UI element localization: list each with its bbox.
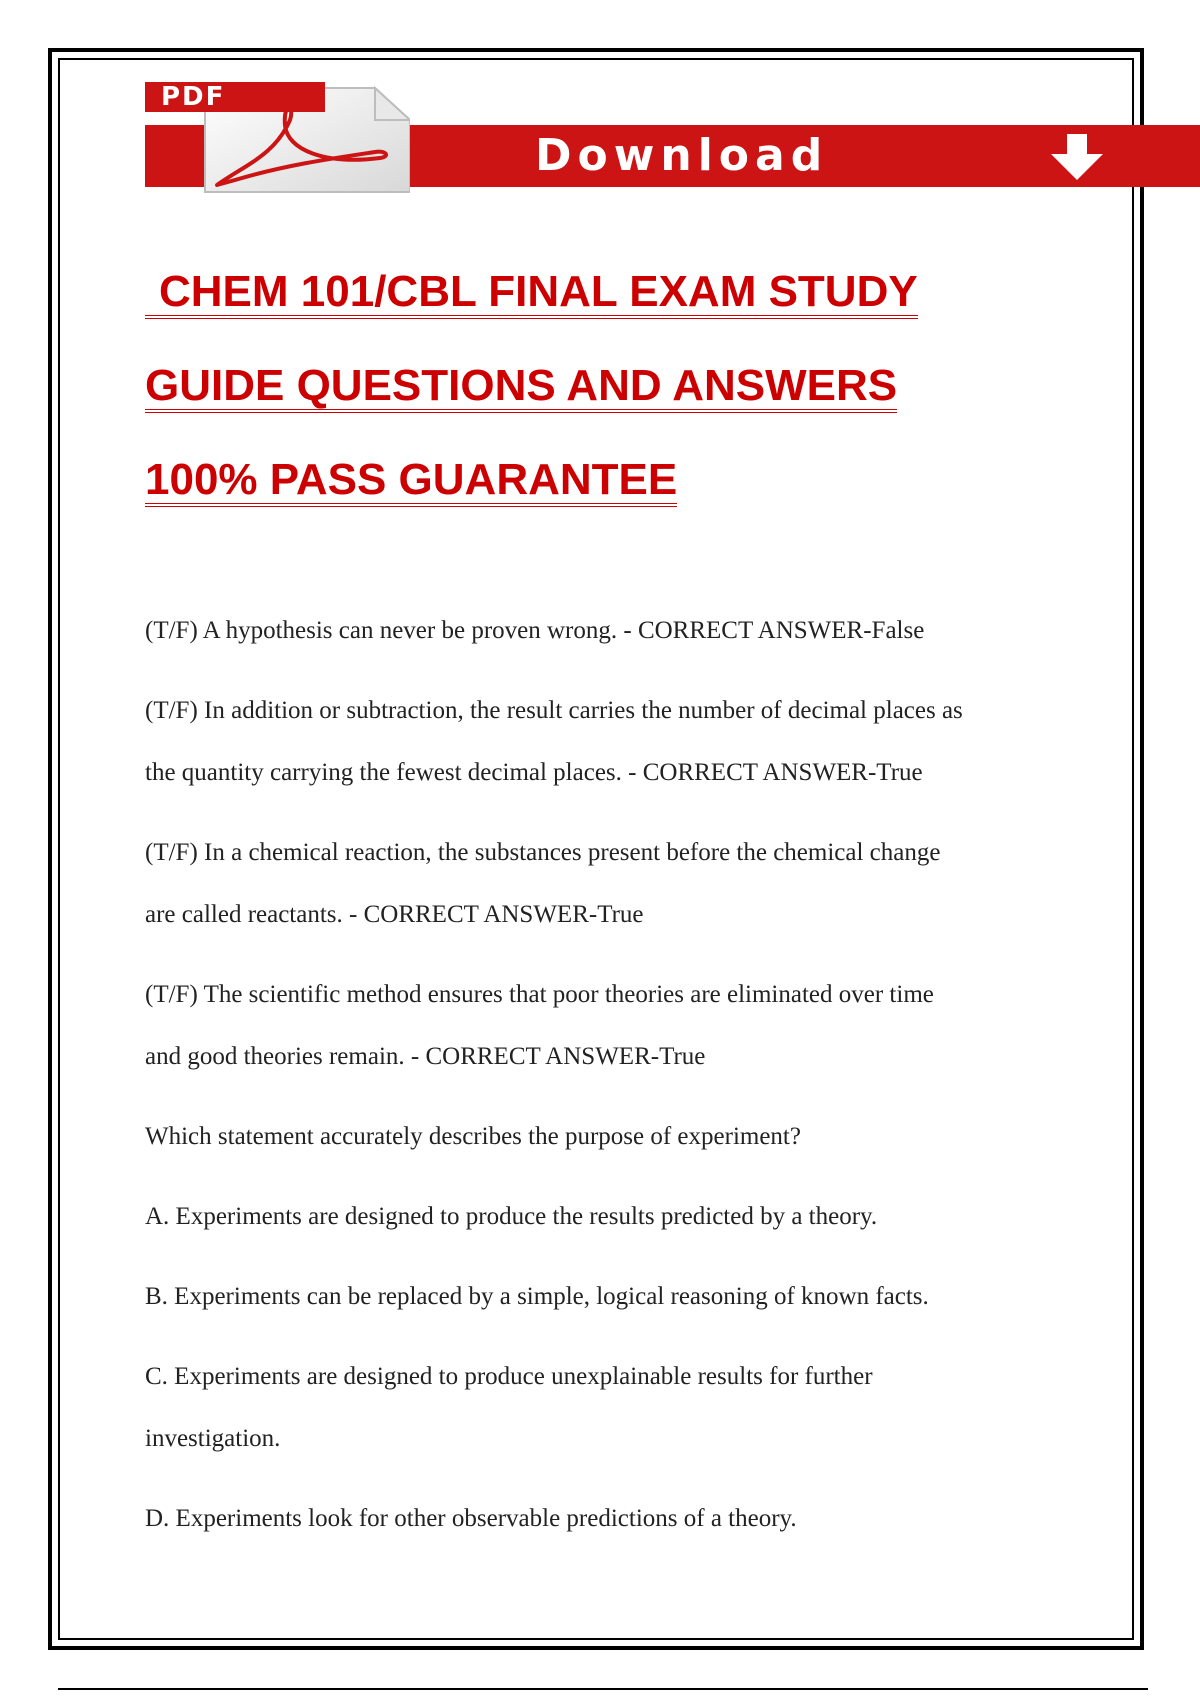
question-2 — [145, 680, 1065, 804]
question-text: (T/F) In addition or subtraction, the result carries the number of decimal places as — [145, 697, 963, 724]
question-text: are called reactants. - CORRECT ANSWER-True — [145, 901, 644, 928]
mcq-question — [145, 1106, 1065, 1168]
option-text: C. Experiments are designed to produce unexplainable results for further — [145, 1363, 873, 1390]
question-3 — [145, 822, 1065, 946]
arrow-down-icon[interactable] — [1047, 130, 1107, 184]
question-1 — [145, 600, 1065, 662]
mcq-option-b — [145, 1266, 1065, 1328]
download-label[interactable]: Download — [535, 130, 829, 181]
title-line-2: GUIDE QUESTIONS AND ANSWERS — [145, 339, 1045, 433]
study-guide-content — [145, 600, 1065, 1568]
option-text: investigation. — [145, 1425, 281, 1452]
question-text: (T/F) A hypothesis can never be proven wrong. - CORRECT ANSWER-False — [145, 617, 925, 644]
option-text: B. Experiments can be replaced by a simple, logical reasoning of known facts. — [145, 1283, 929, 1310]
pdf-download-banner[interactable] — [145, 80, 1200, 200]
document-title — [145, 245, 1045, 527]
bottom-rule — [58, 1688, 1148, 1690]
mcq-option-c — [145, 1346, 1065, 1470]
question-text: (T/F) In a chemical reaction, the substances present before the chemical change — [145, 839, 941, 866]
mcq-option-a — [145, 1186, 1065, 1248]
title-line-3: 100% PASS GUARANTEE — [145, 433, 1045, 527]
pdf-label: PDF — [145, 82, 325, 112]
option-text: D. Experiments look for other observable predictions of a theory. — [145, 1505, 797, 1532]
question-text: the quantity carrying the fewest decimal places. - CORRECT ANSWER-True — [145, 759, 923, 786]
mcq-option-d — [145, 1488, 1065, 1550]
question-text: (T/F) The scientific method ensures that poor theories are eliminated over time — [145, 981, 934, 1008]
title-line-1: CHEM 101/CBL FINAL EXAM STUDY — [145, 245, 1045, 339]
question-text: and good theories remain. - CORRECT ANSWER-True — [145, 1043, 706, 1070]
option-text: A. Experiments are designed to produce the results predicted by a theory. — [145, 1203, 878, 1230]
question-4 — [145, 964, 1065, 1088]
mcq-question-text: Which statement accurately describes the purpose of experiment? — [145, 1123, 801, 1150]
